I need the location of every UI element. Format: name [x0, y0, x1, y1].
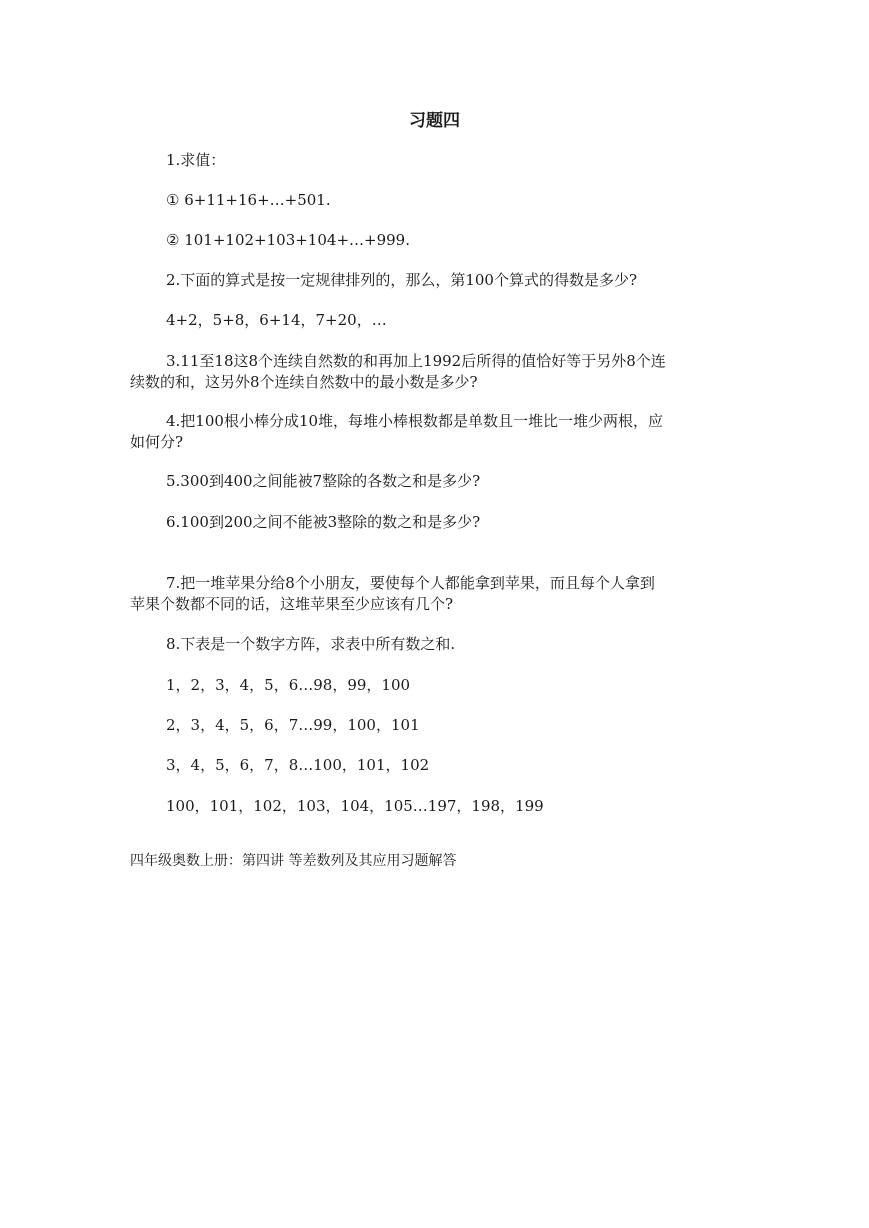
problem-5: 5.300到400之间能被7整除的各数之和是多少? — [166, 472, 481, 490]
page-title: 习题四 — [409, 111, 460, 131]
problem-1-heading: 1.求值： — [166, 151, 226, 169]
footer-caption: 四年级奥数上册：第四讲 等差数列及其应用习题解答 — [130, 853, 457, 869]
problem-8: 8.下表是一个数字方阵，求表中所有数之和. — [166, 635, 456, 653]
problem-6: 6.100到200之间不能被3整除的数之和是多少? — [166, 513, 481, 531]
problem-3-line-2: 续数的和，这另外8个连续自然数中的最小数是多少? — [130, 373, 478, 391]
matrix-row-3: 3，4，5，6，7，8…100，101，102 — [166, 756, 430, 774]
problem-4-line-2: 如何分? — [130, 433, 184, 451]
problem-7-line-2: 苹果个数都不同的话，这堆苹果至少应该有几个? — [130, 595, 454, 613]
problem-2: 2.下面的算式是按一定规律排列的，那么，第100个算式的得数是多少? — [166, 271, 637, 289]
problem-7-line-1: 7.把一堆苹果分给8个小朋友，要使每个人都能拿到苹果，而且每个人拿到 — [166, 574, 655, 592]
matrix-row-1: 1，2，3，4，5，6…98，99，100 — [166, 676, 411, 694]
problem-3-line-1: 3.11至18这8个连续自然数的和再加上1992后所得的值恰好等于另外8个连 — [166, 352, 666, 370]
problem-4-line-1: 4.把100根小棒分成10堆，每堆小棒根数都是单数且一堆比一堆少两根，应 — [166, 412, 664, 430]
problem-2-sequence: 4+2，5+8，6+14，7+20，… — [166, 311, 387, 329]
matrix-row-last: 100，101，102，103，104，105…197，198，199 — [166, 797, 544, 815]
matrix-row-2: 2，3，4，5，6，7…99，100，101 — [166, 716, 420, 734]
problem-1-part-1: ① 6+11+16+…+501. — [166, 191, 331, 209]
problem-1-part-2: ② 101+102+103+104+…+999. — [166, 231, 410, 249]
